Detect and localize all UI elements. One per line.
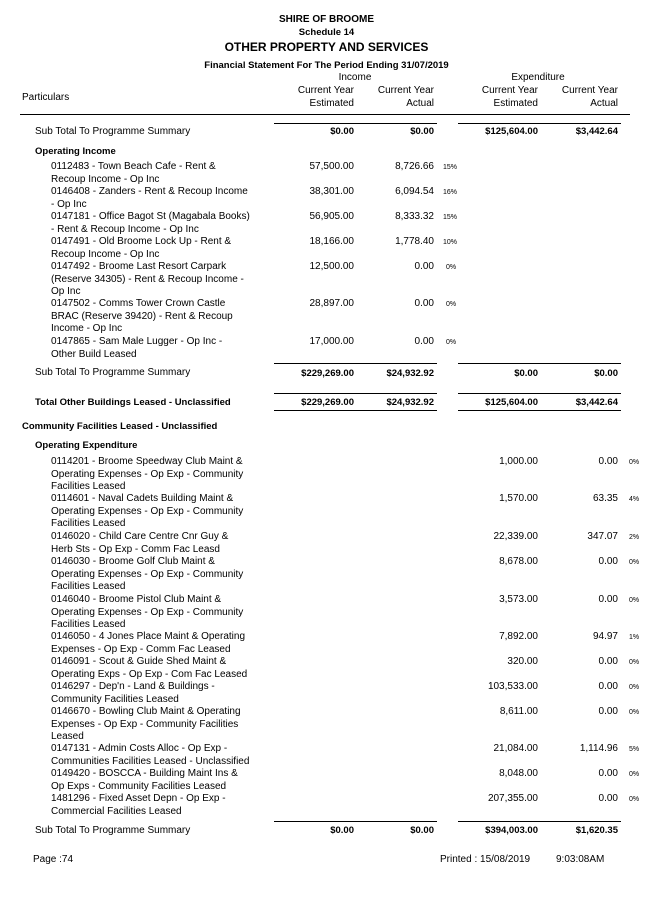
table-row [51,768,256,793]
subtotal-exp-act: $1,620.35 [575,825,618,836]
row-desc: 0149420 - BOSCCA - Building Maint Ins & Op Exps - Community Facilities Leased [51,768,238,792]
inc-act-value: 0.00 [414,336,434,347]
pct-value: 0% [629,796,640,803]
particulars-header: Particulars [22,92,70,103]
page-number: Page :74 [33,854,74,865]
row-desc: 0147865 - Sam Male Lugger - Op Inc - Other Build Leased [51,336,223,360]
row-desc: 0146050 - 4 Jones Place Maint & Operating Expenses - Op Exp - Comm Fac Leased [51,631,246,655]
exp-est-value: 1,000.00 [499,456,538,467]
exp-act-value: 0.00 [598,706,618,717]
pct-value: 15% [443,214,458,221]
inc-act-header-2: Actual [406,98,434,109]
pct-value: 2% [629,534,640,541]
exp-est-value: 7,892.00 [499,631,538,642]
section-heading: Community Facilities Leased - Unclassified [22,421,218,432]
table-row [51,706,256,744]
row-desc: 0146020 - Child Care Centre Cnr Guy & Herb Sts - Op Exp - Comm Fac Leasd [51,531,229,555]
rule [458,123,621,124]
row-desc: 0147181 - Office Bagot St (Magabala Books) - Rent & Recoup Income - Op Inc [51,211,250,235]
table-row [51,161,256,186]
row-desc: 0112483 - Town Beach Cafe - Rent & Recoup Income - Op Inc [51,161,216,185]
inc-act-value: 8,333.32 [395,211,434,222]
exp-est-value: 320.00 [507,656,538,667]
rule [458,410,621,411]
table-row [51,743,271,768]
exp-est-value: 1,570.00 [499,493,538,504]
exp-est-value: 8,611.00 [499,706,538,717]
subtotal-exp-est: $125,604.00 [485,126,538,137]
exp-est-value: 3,573.00 [499,594,538,605]
page-subtitle: Financial Statement For The Period Ending 31/07/2019 [204,60,449,71]
schedule-label: Schedule 14 [298,27,355,38]
table-row [51,681,256,706]
total-exp-est: $125,604.00 [485,397,538,408]
expenditure-header: Expenditure [511,72,565,83]
rule [274,393,437,394]
row-desc: 0147131 - Admin Costs Alloc - Op Exp - Communities Facilities Leased - Unclassified [51,743,250,767]
table-row [51,656,256,681]
table-row [51,336,256,361]
exp-act-value: 0.00 [598,556,618,567]
exp-act-value: 1,114.96 [579,743,618,754]
pct-value: 0% [446,301,457,308]
subtotal-exp-act: $0.00 [594,368,618,379]
total-label: Total Other Buildings Leased - Unclassified [35,397,231,408]
header-rule [20,114,630,115]
inc-est-value: 17,000.00 [309,336,354,347]
table-row [51,631,256,656]
total-inc-act: $24,932.92 [386,397,434,408]
rule [274,821,437,822]
pct-value: 1% [629,634,640,641]
table-row [51,211,266,236]
table-row [51,793,256,818]
table-row [51,236,256,261]
inc-est-header-2: Estimated [309,98,354,109]
inc-act-value: 8,726.66 [395,161,434,172]
table-row [51,261,256,299]
inc-est-value: 18,166.00 [309,236,354,247]
pct-value: 0% [629,684,640,691]
inc-est-value: 12,500.00 [309,261,354,272]
inc-act-header-1: Current Year [377,85,434,96]
inc-act-value: 1,778.40 [395,236,434,247]
pct-value: 16% [443,189,458,196]
inc-est-header-1: Current Year [297,85,354,96]
inc-est-value: 38,301.00 [309,186,354,197]
subtotal-exp-est: $0.00 [514,368,538,379]
org-name: SHIRE OF BROOME [278,14,374,25]
exp-est-value: 22,339.00 [493,531,538,542]
exp-est-header-2: Estimated [493,98,538,109]
rule [274,410,437,411]
pct-value: 0% [629,459,640,466]
pct-value: 0% [629,659,640,666]
row-desc: 0146091 - Scout & Guide Shed Maint & Operating Exps - Op Exp - Com Fac Leased [51,656,248,680]
table-row [51,531,256,556]
exp-est-value: 103,533.00 [487,681,538,692]
inc-act-value: 0.00 [414,261,434,272]
section-heading: Operating Income [35,146,116,157]
exp-act-value: 0.00 [598,768,618,779]
rule [458,393,621,394]
exp-act-value: 94.97 [592,631,618,642]
subtotal-label: Sub Total To Programme Summary [35,126,191,137]
inc-act-value: 0.00 [414,298,434,309]
exp-act-value: 347.07 [587,531,618,542]
row-desc: 0114601 - Naval Cadets Building Maint & Operating Expenses - Op Exp - Community Facilities Leased [51,493,244,529]
pct-value: 5% [629,746,640,753]
exp-act-value: 0.00 [598,793,618,804]
row-desc: 0146670 - Bowling Club Maint & Operating Expenses - Op Exp - Community Facilities Leased [51,706,241,742]
exp-est-value: 8,048.00 [499,768,538,779]
exp-est-value: 21,084.00 [493,743,538,754]
row-desc: 0146040 - Broome Pistol Club Maint & Operating Expenses - Op Exp - Community Facilities Leased [51,594,244,630]
row-desc: 0147491 - Old Broome Lock Up - Rent & Recoup Income - Op Inc [51,236,232,260]
row-desc: 0147502 - Comms Tower Crown Castle BRAC (Reserve 39420) - Rent & Recoup Income - Op Inc [51,298,233,334]
inc-act-value: 6,094.54 [395,186,434,197]
printed-time: 9:03:08AM [556,854,605,865]
rule [274,123,437,124]
total-exp-act: $3,442.64 [575,397,618,408]
row-desc: 0114201 - Broome Speedway Club Maint & Operating Expenses - Op Exp - Community Facilities Leased [51,456,244,492]
inc-est-value: 57,500.00 [309,161,354,172]
table-row [51,493,256,531]
pct-value: 0% [446,264,457,271]
printed-date: Printed : 15/08/2019 [440,854,531,865]
row-desc: 0147492 - Broome Last Resort Carpark (Reserve 34305) - Rent & Recoup Income - Op Inc [51,261,244,297]
subtotal-inc-est: $229,269.00 [301,368,354,379]
row-desc: 0146030 - Broome Golf Club Maint & Operating Expenses - Op Exp - Community Facilities Leased [51,556,244,592]
subtotal-exp-act: $3,442.64 [575,126,618,137]
rule [274,363,437,364]
subtotal-inc-act: $0.00 [410,126,434,137]
subtotal-inc-est: $0.00 [330,126,354,137]
pct-value: 0% [446,339,457,346]
page-title: OTHER PROPERTY AND SERVICES [224,40,429,54]
pct-value: 0% [629,597,640,604]
pct-value: 10% [443,239,458,246]
total-inc-est: $229,269.00 [301,397,354,408]
pct-value: 0% [629,709,640,716]
pct-value: 0% [629,559,640,566]
subtotal-inc-act: $0.00 [410,825,434,836]
pct-value: 4% [629,496,640,503]
table-row [51,556,256,594]
exp-act-value: 0.00 [598,681,618,692]
table-row [51,298,256,336]
exp-act-value: 0.00 [598,594,618,605]
exp-act-value: 0.00 [598,456,618,467]
subtotal-label: Sub Total To Programme Summary [35,367,191,378]
inc-est-value: 28,897.00 [309,298,354,309]
inc-est-value: 56,905.00 [309,211,354,222]
rule [458,821,621,822]
exp-act-value: 63.35 [592,493,618,504]
exp-act-header-2: Actual [590,98,618,109]
exp-est-value: 8,678.00 [499,556,538,567]
subtotal-exp-est: $394,003.00 [485,825,538,836]
pct-value: 15% [443,164,458,171]
exp-est-value: 207,355.00 [487,793,538,804]
rule [458,363,621,364]
subsection-heading: Operating Expenditure [35,440,138,451]
exp-est-header-1: Current Year [481,85,538,96]
income-header: Income [338,72,372,83]
table-row [51,594,256,632]
table-row [51,456,256,494]
row-desc: 0146297 - Dep'n - Land & Buildings - Community Facilities Leased [51,681,215,705]
row-desc: 1481296 - Fixed Asset Depn - Op Exp - Commercial Facilities Leased [51,793,226,817]
subtotal-inc-est: $0.00 [330,825,354,836]
exp-act-value: 0.00 [598,656,618,667]
pct-value: 0% [629,771,640,778]
subtotal-inc-act: $24,932.92 [386,368,434,379]
exp-act-header-1: Current Year [561,85,618,96]
subtotal-label: Sub Total To Programme Summary [35,825,191,836]
table-row [51,186,256,211]
row-desc: 0146408 - Zanders - Rent & Recoup Income - Op Inc [51,186,248,210]
